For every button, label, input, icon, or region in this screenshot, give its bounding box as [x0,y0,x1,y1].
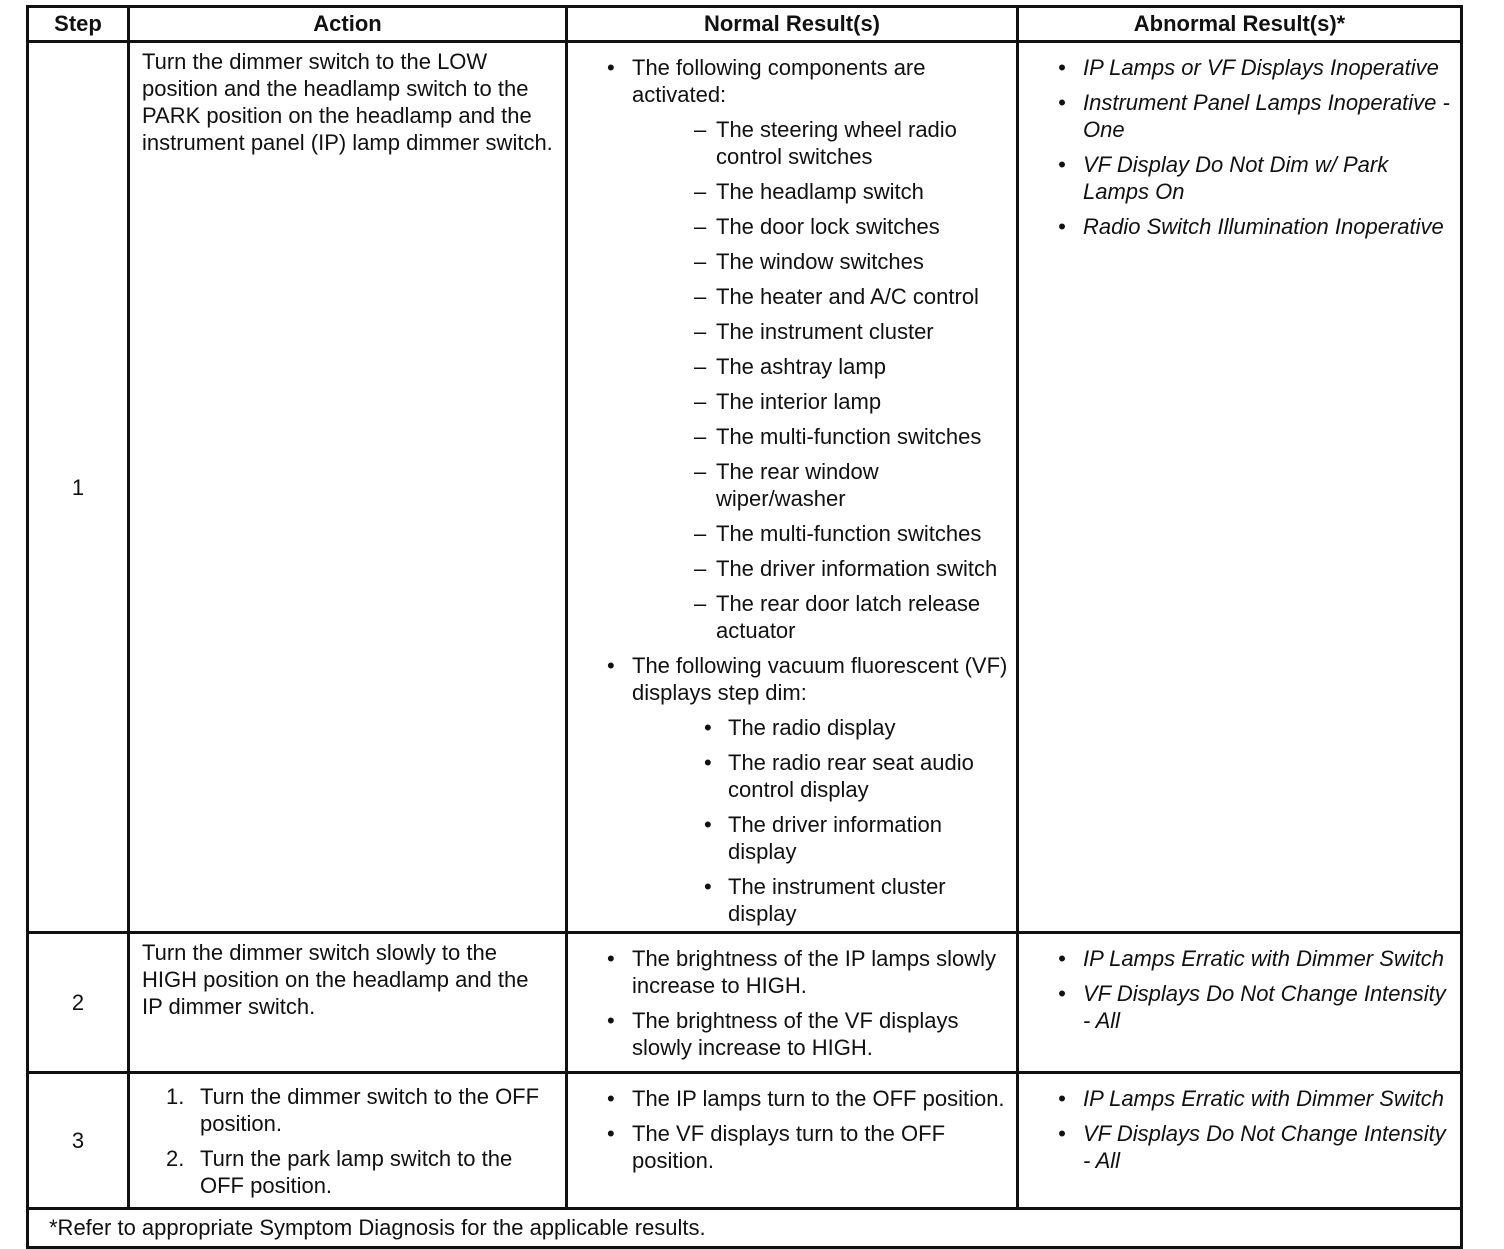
abnormal-results-list [1031,945,1456,1034]
dash-marker: – [694,249,707,274]
bullet-marker: • [607,1121,615,1146]
bullet-marker: • [704,874,712,899]
header-step: Step [28,7,129,42]
list-item [142,1083,555,1137]
list-item-text: Radio Switch Illumination Inoperative [1083,214,1444,239]
list-item [632,555,1012,582]
list-item [580,1085,1012,1112]
bullet-marker: • [1058,152,1066,177]
list-item-text: The instrument cluster display [728,874,946,926]
bullet-marker: • [1058,214,1066,239]
list-item [1031,213,1456,240]
bullet-marker: • [1058,90,1066,115]
list-item [580,54,1012,644]
list-item [632,811,1012,865]
step-number: 1 [28,42,129,933]
list-item-text: The IP lamps turn to the OFF position. [632,1086,1005,1111]
list-item-text: The headlamp switch [716,179,924,204]
normal-results [567,1073,1018,1209]
list-item-text: The following components are activated: [632,55,926,107]
step-number: 2 [28,933,129,1073]
list-item [632,116,1012,170]
list-item-text: VF Displays Do Not Change Intensity - All [1083,981,1446,1033]
abnormal-results-list [1031,54,1456,240]
list-item-text: The ashtray lamp [716,354,886,379]
footnote-row [28,1209,1462,1248]
list-item [580,1120,1012,1174]
list-item [632,318,1012,345]
dash-marker: – [694,179,707,204]
list-item-text: VF Displays Do Not Change Intensity - All [1083,1121,1446,1173]
dash-marker: – [694,521,707,546]
list-item [632,590,1012,644]
normal-results [567,933,1018,1073]
list-item-text: The driver information switch [716,556,998,581]
bullet-marker: • [1058,981,1066,1006]
bullet-marker: • [1058,55,1066,80]
list-item-text: IP Lamps or VF Displays Inoperative [1083,55,1439,80]
footnote: *Refer to appropriate Symptom Diagnosis for the applicable results. [28,1209,1462,1248]
normal-results-list [580,1085,1012,1174]
dash-marker: – [694,284,707,309]
list-item [1031,151,1456,205]
list-item [1031,1085,1456,1112]
list-item [632,178,1012,205]
action-text: Turn the dimmer switch to the LOW position and the headlamp switch to the PARK position on the headlamp and the instrument panel (IP) lamp dimmer switch. [129,42,567,933]
abnormal-results [1018,42,1462,933]
table-row [28,42,1462,933]
list-item-text: The brightness of the IP lamps slowly increase to HIGH. [632,946,996,998]
abnormal-results [1018,933,1462,1073]
list-item-text: The radio rear seat audio control display [728,750,974,802]
dash-marker: – [694,214,707,239]
list-item-text: The driver information display [728,812,942,864]
action-steps-list [142,1083,555,1199]
display-list [632,714,1012,927]
bullet-marker: • [607,1008,615,1033]
list-item-text: The radio display [728,715,896,740]
diagnostic-table-sheet [26,5,1460,1249]
list-item-text: The heater and A/C control [716,284,979,309]
dash-marker: – [694,459,707,484]
list-item-text: The brightness of the VF displays slowly increase to HIGH. [632,1008,959,1060]
list-item-text: The rear door latch release actuator [716,591,981,643]
bullet-marker: • [607,946,615,971]
list-item-text: IP Lamps Erratic with Dimmer Switch [1083,1086,1445,1111]
list-item-text: The door lock switches [716,214,940,239]
list-item [580,1007,1012,1061]
normal-results-list [580,945,1012,1061]
action-text: Turn the dimmer switch slowly to the HIGH position on the headlamp and the IP dimmer switch. [129,933,567,1073]
list-item-text: The VF displays turn to the OFF position. [632,1121,946,1173]
list-item [632,283,1012,310]
list-item-text: The steering wheel radio control switches [716,117,957,169]
number-marker: 1. [166,1084,185,1109]
list-item [632,458,1012,512]
table-row [28,1073,1462,1209]
bullet-marker: • [1058,946,1066,971]
header-normal-results: Normal Result(s) [567,7,1018,42]
list-item [1031,89,1456,143]
list-item [632,520,1012,547]
list-item-text: Instrument Panel Lamps Inoperative - One [1083,90,1450,142]
bullet-marker: • [607,1086,615,1111]
bullet-marker: • [704,812,712,837]
list-item [632,749,1012,803]
abnormal-results [1018,1073,1462,1209]
list-item [632,353,1012,380]
bullet-marker: • [607,653,615,678]
list-item [1031,54,1456,81]
list-item-text: The following vacuum fluorescent (VF) displays step dim: [632,653,1008,705]
list-item [580,945,1012,999]
dash-marker: – [694,556,707,581]
abnormal-results-list [1031,1085,1456,1174]
bullet-marker: • [607,55,615,80]
dash-marker: – [694,319,707,344]
header-abnormal-results: Abnormal Result(s)* [1018,7,1462,42]
list-item [1031,1120,1456,1174]
list-item-text: Turn the park lamp switch to the OFF position. [200,1146,513,1198]
list-item-text: The multi-function switches [716,521,982,546]
dash-marker: – [694,424,707,449]
diagnostic-table [26,5,1463,1249]
list-item [632,714,1012,741]
list-item [632,423,1012,450]
normal-results [567,42,1018,933]
list-item [1031,980,1456,1034]
action-steps [129,1073,567,1209]
bullet-marker: • [704,750,712,775]
normal-results-list [580,54,1012,927]
list-item [632,213,1012,240]
header-row [28,7,1462,42]
list-item-text: The instrument cluster [716,319,934,344]
list-item-text: The multi-function switches [716,424,982,449]
bullet-marker: • [1058,1086,1066,1111]
bullet-marker: • [704,715,712,740]
list-item [142,1145,555,1199]
list-item [580,652,1012,927]
list-item-text: Turn the dimmer switch to the OFF position. [200,1084,540,1136]
list-item [1031,945,1456,972]
header-action: Action [129,7,567,42]
list-item-text: The interior lamp [716,389,882,414]
list-item [632,873,1012,927]
list-item-text: The rear window wiper/washer [716,459,879,511]
list-item [632,248,1012,275]
list-item-text: IP Lamps Erratic with Dimmer Switch [1083,946,1445,971]
dash-marker: – [694,117,707,142]
list-item-text: The window switches [716,249,924,274]
number-marker: 2. [166,1146,185,1171]
list-item [632,388,1012,415]
dash-marker: – [694,389,707,414]
list-item-text: VF Display Do Not Dim w/ Park Lamps On [1083,152,1389,204]
table-row [28,933,1462,1073]
dash-marker: – [694,354,707,379]
step-number: 3 [28,1073,129,1209]
bullet-marker: • [1058,1121,1066,1146]
dash-marker: – [694,591,707,616]
component-list [632,116,1012,644]
